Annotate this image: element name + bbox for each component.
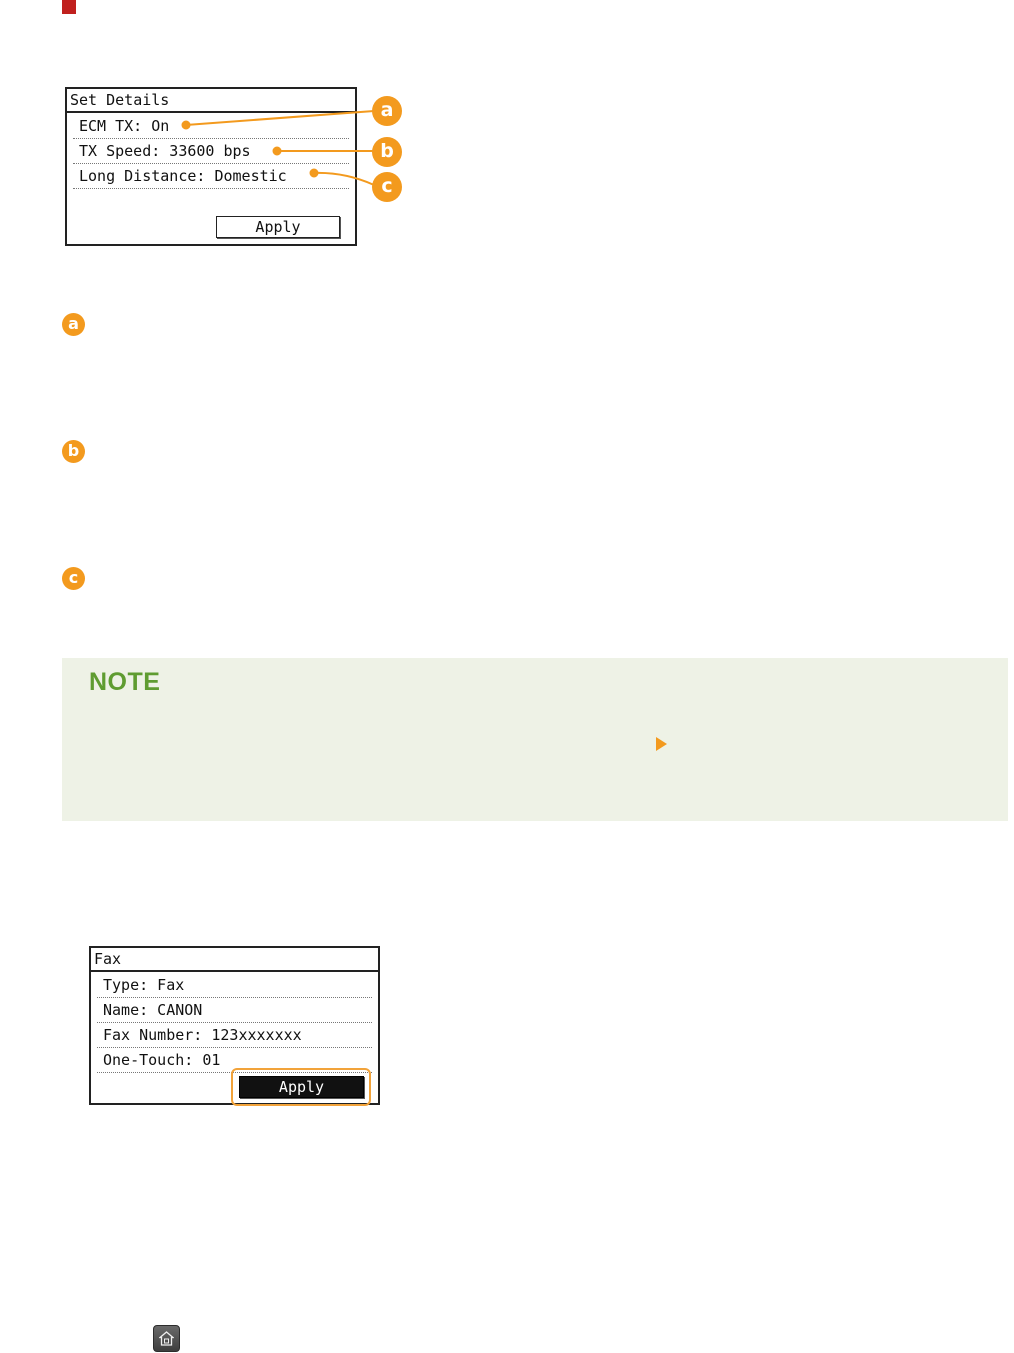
house-icon xyxy=(159,1331,174,1346)
fax-number-row[interactable]: Fax Number: 123xxxxxxx xyxy=(97,1023,372,1048)
orange-triangle-arrow-icon[interactable] xyxy=(656,737,667,751)
apply-button[interactable]: Apply xyxy=(216,216,340,238)
legend-badge-b: b xyxy=(62,440,85,463)
callout-dot-c xyxy=(311,170,318,177)
callout-dot-a xyxy=(183,122,190,129)
callout-dot-b xyxy=(274,148,281,155)
long-distance-row[interactable]: Long Distance: Domestic xyxy=(73,164,349,189)
legend-badge-c: c xyxy=(62,567,85,590)
callout-line-a xyxy=(186,111,374,125)
callout-lines xyxy=(0,0,1014,260)
legend-badge-a: a xyxy=(62,313,85,336)
callout-badge-a: a xyxy=(372,96,402,126)
callout-badge-c: c xyxy=(372,172,402,202)
type-row[interactable]: Type: Fax xyxy=(97,973,372,998)
tx-speed-row[interactable]: TX Speed: 33600 bps xyxy=(73,139,349,164)
screen-title: Fax xyxy=(94,950,122,968)
note-box xyxy=(62,658,1008,821)
name-row[interactable]: Name: CANON xyxy=(97,998,372,1023)
callout-badge-b: b xyxy=(372,137,402,167)
ecm-tx-row[interactable]: ECM TX: On xyxy=(73,114,349,139)
callout-line-c xyxy=(314,173,374,185)
one-touch-row[interactable]: One-Touch: 01 xyxy=(97,1048,372,1073)
apply-button[interactable]: Apply xyxy=(239,1076,364,1098)
title-divider xyxy=(91,970,378,972)
apply-highlight-frame xyxy=(231,1068,371,1106)
home-key-icon[interactable] xyxy=(153,1325,180,1352)
screen-title: Set Details xyxy=(70,91,170,109)
note-title: NOTE xyxy=(89,668,161,696)
